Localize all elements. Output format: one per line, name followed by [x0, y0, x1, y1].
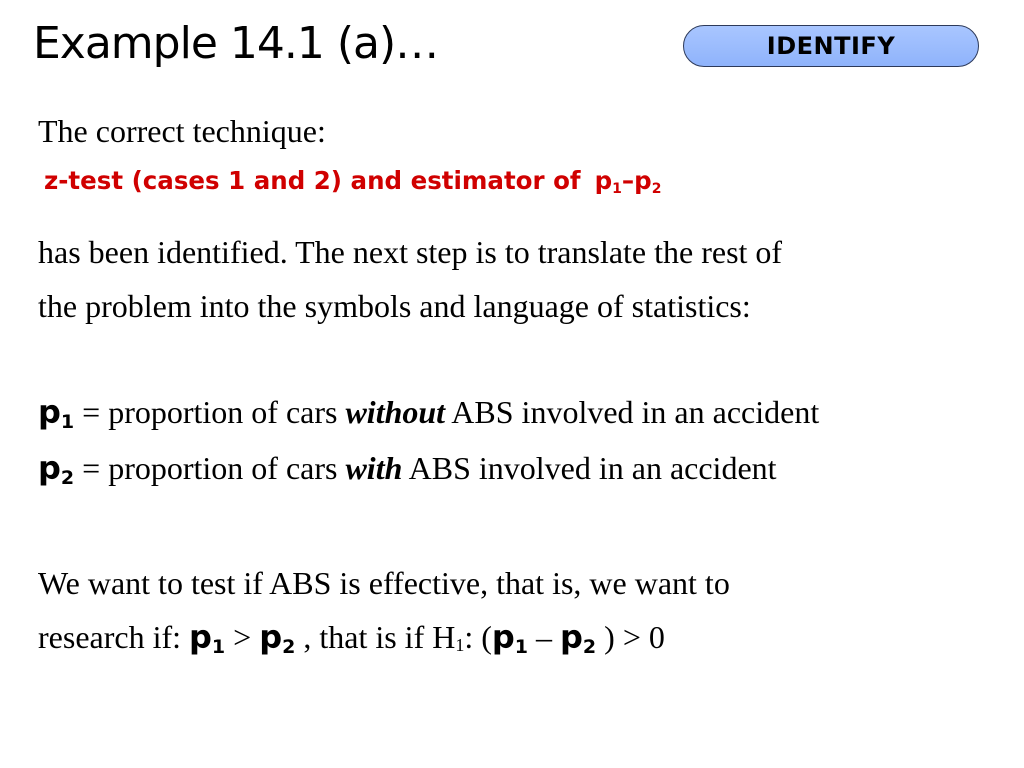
hypothesis-line: research if: $p_1 > p_2$ , that is if $H_1$: ($p_1 - p_2$ ) > 0 — [38, 618, 665, 658]
intro-text: The correct technique: — [38, 113, 326, 149]
variable-p2: $p_2$ — [38, 449, 75, 489]
paragraph-line: the problem into the symbols and language of statistics: — [38, 288, 751, 324]
technique-formula — [44, 166, 661, 195]
technique-text: z-test (cases 1 and 2) and estimator of — [44, 166, 581, 195]
variable-p2: $p_2$ — [259, 618, 296, 658]
identify-badge: IDENTIFY — [683, 25, 979, 67]
definition-text: ABS involved in an accident — [445, 394, 820, 430]
variable-p2: $p_2$ — [560, 618, 597, 658]
slide-title: Example 14.1 (a)… — [33, 18, 439, 69]
definition-text: ABS involved in an accident — [402, 450, 777, 486]
variable-p1: $p_1$ — [189, 618, 226, 658]
variable-p1: $p_1$ — [38, 393, 75, 433]
technique-dash: – — [621, 166, 635, 195]
paragraph-next-step — [38, 225, 782, 333]
definition-text: = proportion of cars — [74, 450, 346, 486]
definition-p1 — [38, 385, 819, 439]
definition-emphasis: with — [345, 450, 403, 486]
variable-p1: $p_1$ — [491, 618, 529, 658]
h1-subscript: 1 — [455, 635, 465, 655]
paragraph-hypothesis — [38, 556, 730, 664]
paragraph-line: has been identified. The next step is to translate the rest of — [38, 234, 783, 270]
definition-p2 — [38, 441, 777, 495]
technique-var-p1: $p_1$ — [594, 166, 622, 197]
paragraph-line: We want to test if ABS is effective, that is, we want to — [38, 565, 730, 601]
definition-emphasis: without — [345, 394, 446, 430]
definition-text: = proportion of cars — [74, 394, 346, 430]
technique-var-p2: $p_2$ — [634, 166, 662, 197]
